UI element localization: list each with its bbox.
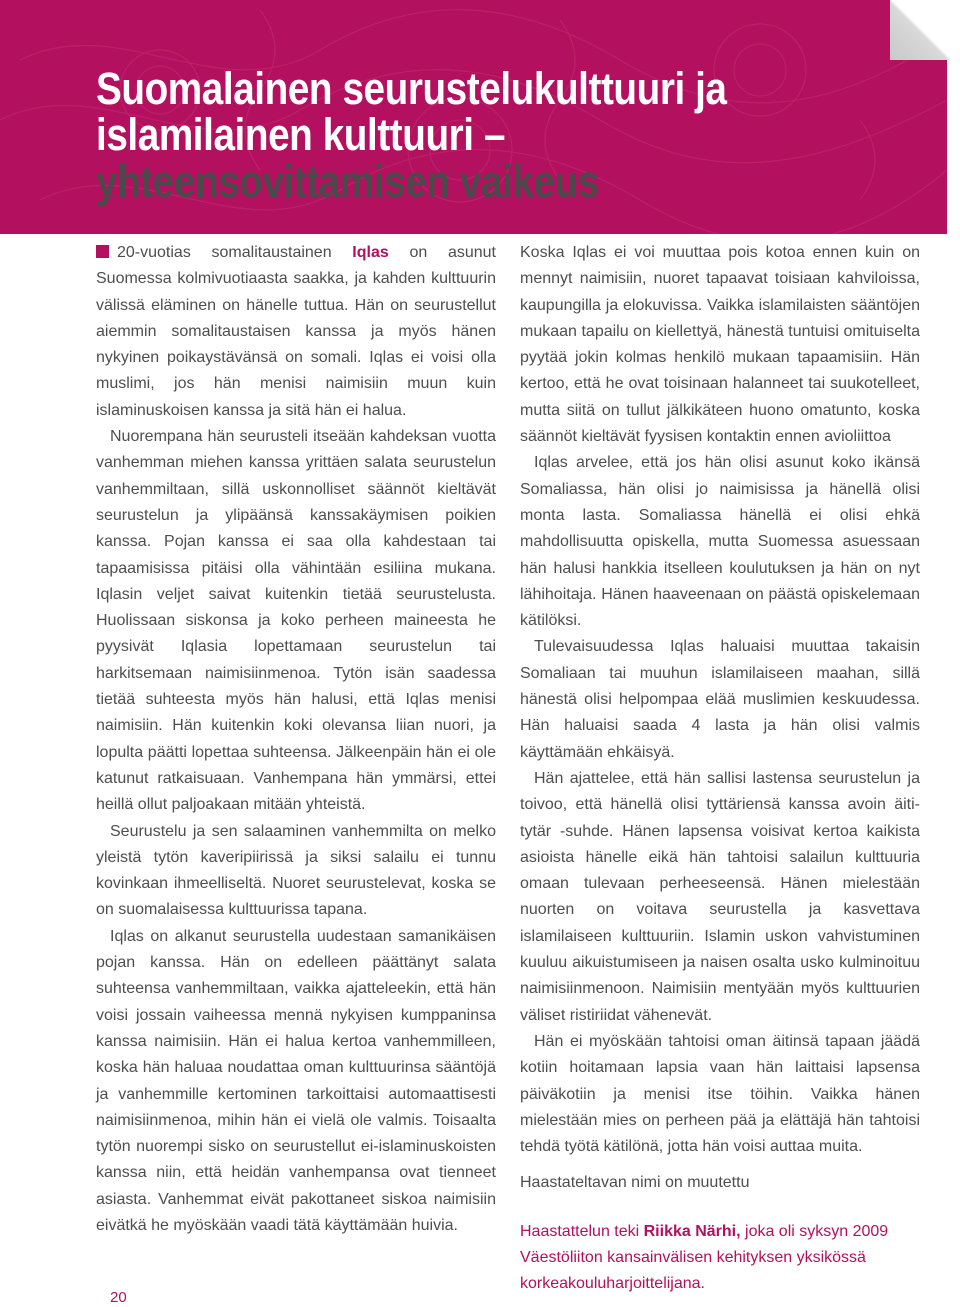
paragraph: Seurustelu ja sen salaaminen vanhemmilta on melko yleistä tytön kaveripiirissä ja siksi salailu ei tunnu kovinkaan ihmeelliseltä. Nuoret seurustelevat, koska se on suomalaisessa kulttuurissa tapana. xyxy=(96,822,496,919)
paragraph: Tulevaisuudessa Iqlas haluaisi muuttaa takaisin Somaliaan tai muuhun islamilaiseen maahan, sillä hänestä olisi helpompaa elää muslimien keskuudessa. Hän haluaisi saada 4 lasta ja hän olisi valmis käyttämään ehkäisyä. xyxy=(520,638,920,761)
page-corner-fold xyxy=(890,0,950,60)
article-column-left xyxy=(96,240,496,1239)
name-changed-note: Haastateltavan nimi on muutettu xyxy=(520,1174,750,1192)
paragraph: Hän ajattelee, että hän sallisi lastensa seurustelun ja toivoo, että hänellä olisi tyttäriensä kanssa avoin äiti-tytär -suhde. Hänen lapsensa voisivat kertoa kaikista asioista hänelle eikä hän tahtoisi salailun kulttuuria omaan tulevaan perheeseensä. Hänen mielestään nuorten on voitava seurustella ja kasvettava islamilaiseen kulttuuriin. Islamin uskon vahvistuminen kuuluu aikuistumiseen ja naisen osalta usko kulminoituu naimisiinmenoon. Naimisiin mentyään myös kulttuurien väliset ristiriidat vähenevät. xyxy=(520,769,920,1024)
paragraph: Nuorempana hän seurusteli itseään kahdeksan vuotta vanhemman miehen kanssa yrittäen salata seurustelun vanhemmiltaan, sillä uskonnolliset säännöt kieltävät seurustelun ja ylipäänsä kanssakäymisen poikien kanssa. Pojan kanssa ei saa olla kahdestaan tai tapaamisissa pitäisi olla vähintään esiliina mukana. Iqlasin veljet saivat kuitenkin tietää seurustelusta. Huolissaan siskonsa ja koko perheen maineesta he pyysivät Iqlasia lopettamaan seurustelun tai harkitsemaan naimisiinmenoa. Tytön isän saadessa tietää suhteesta myös hän halusi, että Iqlas menisi naimisiin. Hän kuitenkin koki olevansa liian nuori, ja lopulta päätti lopettaa suhteensa. Jälkeenpäin hän ei ole katunut ratkaisuaan. Vanhempana hän ymmärsi, ettei heillä ollut paljoakaan mitään yhteistä. xyxy=(96,428,496,814)
paragraph: Iqlas on alkanut seurustella uudestaan samanikäisen pojan kanssa. Hän on edelleen päättänyt salata suhteensa vanhemmiltaan, vaikka ajatteleekin, että hän voisi jossain vaiheessa mennä nykyisen kumppaninsa kanssa naimisiin. Hän ei halua kertoa vanhemmilleen, koska hän haluaa noudattaa oman kulttuurinsa sääntöjä ja vanhemmille kertominen tarkoittaisi automaattisesti naimisiinmenoa, mihin hän ei vielä ole valmis. Toisaalta tytön nuorempi sisko on seurustellut ei-islaminuskoisten kanssa niin, että heidän vanhempansa ovat tienneet asiasta. Vanhemmat eivät pakottaneet siskoa naimisiin eivätkä he myöskään vaadi tätä käyttämään huivia. xyxy=(96,927,496,1234)
credit-author: Riikka Närhi, xyxy=(643,1222,741,1240)
title-line-2: islamilainen kulttuuri – xyxy=(96,109,506,161)
person-name: Iqlas xyxy=(352,244,389,261)
paragraph: Hän ei myöskään tahtoisi oman äitinsä tapaan jäädä kotiin hoitamaan lapsia vaan hän laittaisi lapsensa päiväkotiin ja menisi itse töihin. Vaikka hänen mielestään mies on perheen pää ja elättäjä hän tahtoisi tehdä työtä kätilönä, jotta hän voisi auttaa muita. xyxy=(520,1032,920,1156)
article-title xyxy=(96,63,810,207)
paragraph: Koska Iqlas ei voi muuttaa pois kotoa ennen kuin on mennyt naimisiin, nuoret tapaavat toisiaan kahviloissa, kaupungilla ja elokuvissa. Vaikka islamilaisten sääntöjen mukaan tapailu on kiellettyä, hänestä tuntuisi omituiselta pyytää jokin kolmas henkilö mukaan tapaamisiin. Hän kertoo, että he ovat toisinaan halanneet tai suukotelleet, mutta siitä on tullut jälkikäteen huono omatunto, koska säännöt kieltävät fyysisen kontaktin ennen avioliittoa xyxy=(520,244,920,446)
paragraph: 20-vuotias somalitaustainen Iqlas on asunut Suomessa kolmivuotiaasta saakka, ja kahden kulttuurin välissä eläminen on hänelle tuttua. Hän on seurustellut aiemmin somalitaustaisen kanssa ja myös hänen nykyinen poikaystävänsä on somali. Iqlas ei voisi olla muslimi, jos hän menisi naimisiin muun kuin islaminuskoisen kanssa ja sitä hän ei halua. xyxy=(96,244,496,419)
title-line-3: yhteensovittamisen vaikeus xyxy=(96,155,599,207)
page-number: 20 xyxy=(110,1289,127,1306)
interview-credit: Haastattelun teki Riikka Närhi, joka oli syksyn 2009 Väestöliiton kansainvälisen kehityksen yksikössä korkeakouluharjoittelijana. xyxy=(520,1222,889,1293)
title-line-1: Suomalainen seurustelukulttuuri ja xyxy=(96,63,727,114)
square-bullet-icon xyxy=(96,245,109,258)
paragraph: Iqlas arvelee, että jos hän olisi asunut koko ikänsä Somaliassa, hän olisi jo naimisissa ja hänellä olisi monta lasta. Somaliassa hänellä ei olisi ehkä mahdollisuutta opiskella, mutta Suomessa asuessaan hän halusi hankkia itselleen koulutuksen ja hän on nyt lähihoitaja. Hänen haaveenaan on päästä opiskelemaan kätilöksi. xyxy=(520,454,920,630)
article-column-right xyxy=(520,240,920,1298)
